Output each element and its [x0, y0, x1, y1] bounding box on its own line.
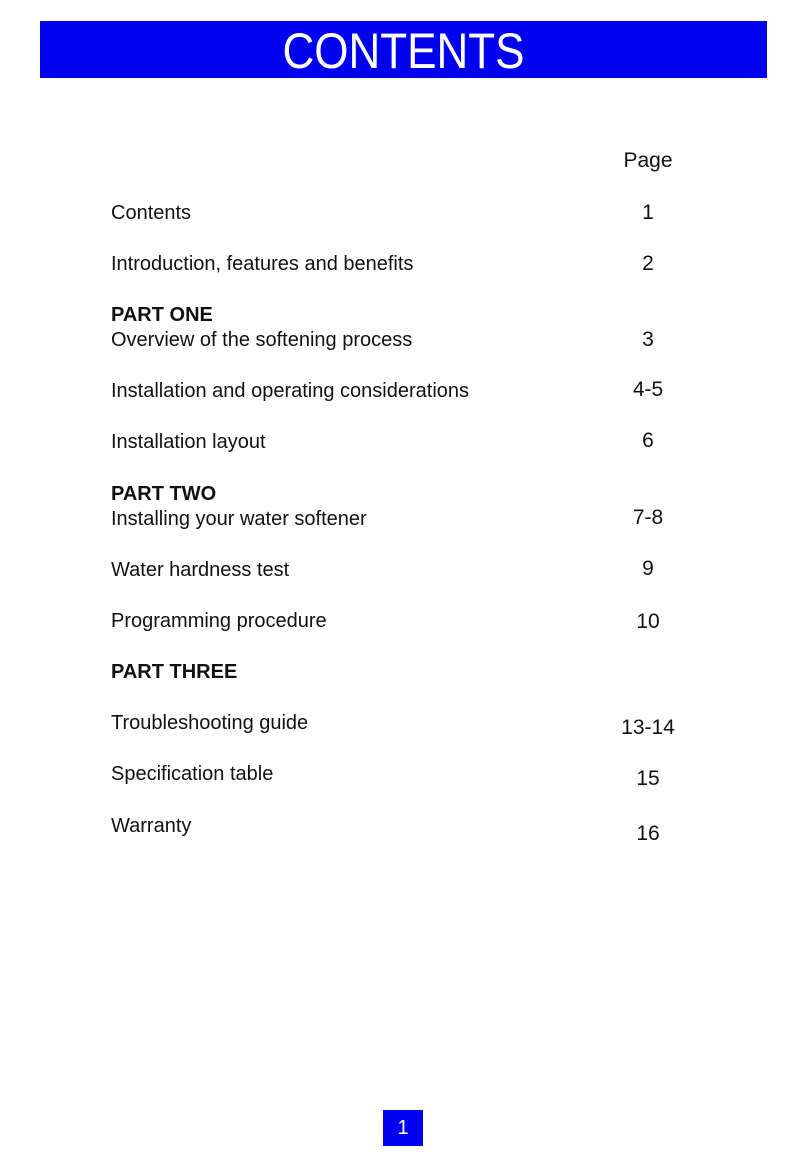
- toc-entry-page: 2: [642, 252, 654, 275]
- toc-entry-label: Overview of the softening process: [111, 329, 413, 351]
- toc-entry-label: Installation layout: [111, 431, 266, 453]
- toc-entry-label: Specification table: [111, 763, 274, 785]
- page-column-header: Page: [623, 149, 673, 172]
- toc-entry-label: Installing your water softener: [111, 508, 367, 530]
- toc-entry-page: 4-5: [632, 378, 664, 401]
- toc-part-heading: PART ONE: [111, 304, 213, 326]
- toc-entry-label: Introduction, features and benefits: [111, 253, 414, 275]
- toc-entry-page: 6: [642, 429, 654, 452]
- toc-part-heading: PART THREE: [111, 661, 238, 683]
- toc-entry-page: 15: [636, 767, 660, 790]
- page-number-badge: 1: [383, 1110, 423, 1146]
- toc-entry-page: 13-14: [621, 716, 675, 739]
- toc-entry-page: 9: [642, 557, 654, 580]
- toc-part-heading: PART TWO: [111, 483, 217, 505]
- toc-entry-page: 7-8: [632, 506, 664, 529]
- toc-entry-label: Water hardness test: [111, 559, 290, 581]
- toc-entry-label: Installation and operating considerations: [111, 380, 470, 402]
- toc-entry-page: 10: [636, 610, 660, 633]
- toc-entry-label: Warranty: [111, 815, 192, 837]
- toc-entry-page: 1: [642, 201, 654, 224]
- page-title: CONTENTS: [282, 22, 525, 79]
- toc-entry-label: Programming procedure: [111, 610, 327, 632]
- toc-entry-page: 16: [636, 822, 660, 845]
- title-bar: [40, 21, 767, 78]
- toc-entry-label: Contents: [111, 202, 192, 224]
- toc-entry-label: Troubleshooting guide: [111, 712, 309, 734]
- toc-entry-page: 3: [642, 328, 654, 351]
